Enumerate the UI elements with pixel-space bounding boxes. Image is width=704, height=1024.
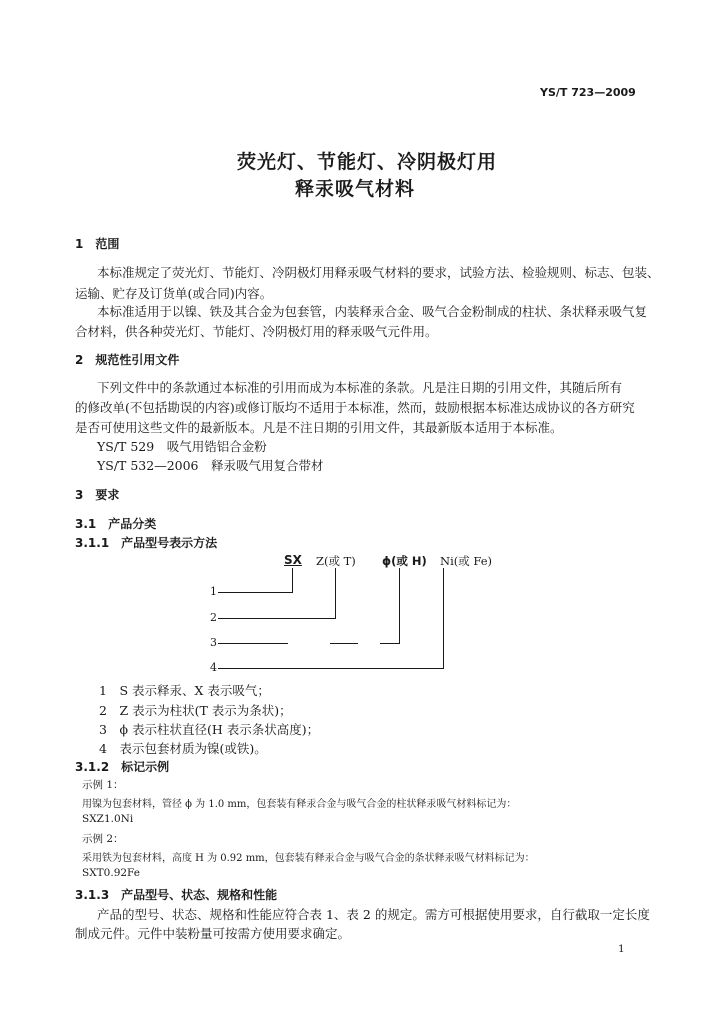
section-1-para1-line2: 运输、贮存及订货单(或合同)内容。 bbox=[75, 286, 273, 301]
legend-item-1: 1 S 表示释汞、X 表示吸气； bbox=[99, 683, 270, 698]
code-part-ni: Ni(或 Fe) bbox=[440, 554, 493, 568]
section-3-heading: 3 要求 bbox=[75, 488, 120, 502]
code-part-z: Z(或 T) bbox=[316, 554, 356, 568]
legend-item-4: 4 表示包套材质为镍(或铁)。 bbox=[99, 741, 267, 756]
diagram-number-1: 1 bbox=[210, 585, 217, 598]
connector-2-vertical bbox=[335, 568, 336, 619]
connector-1-horizontal bbox=[218, 592, 293, 593]
connector-3-horizontal-b bbox=[330, 643, 358, 644]
reference-ys-t-529: YS/T 529 吸气用锆铝合金粉 bbox=[97, 439, 267, 454]
example-1-text: 用镍为包套材料，管径 ϕ 为 1.0 mm，包套装有释汞合金与吸气合金的柱状释汞吸气材料标记为： bbox=[82, 799, 517, 810]
code-part-sx: SX bbox=[284, 553, 302, 567]
section-3-1-3-para-line2: 制成元件。元件中装粉量可按需方使用要求确定。 bbox=[75, 926, 351, 941]
standard-code: YS/T 723—2009 bbox=[540, 86, 636, 99]
section-1-para2-line2: 合材料，供各种荧光灯、节能灯、冷阴极灯用的释汞吸气元件用。 bbox=[75, 324, 438, 339]
section-2-para-line3: 是否可使用这些文件的最新版本。凡是不注日期的引用文件，其最新版本适用于本标准。 bbox=[75, 420, 563, 435]
section-3-1-1-heading: 3.1.1 产品型号表示方法 bbox=[75, 536, 218, 550]
section-3-1-3-heading: 3.1.3 产品型号、状态、规格和性能 bbox=[75, 888, 278, 902]
section-3-1-2-heading: 3.1.2 标记示例 bbox=[75, 760, 170, 774]
section-3-1-heading: 3.1 产品分类 bbox=[75, 517, 157, 531]
section-2-para-line2: 的修改单(不包括勘误的内容)或修订版均不适用于本标准，然而，鼓励根据本标准达成协议的各方研究 bbox=[75, 400, 635, 415]
connector-3-vertical bbox=[399, 568, 400, 644]
legend-item-3: 3 ϕ 表示柱状直径(H 表示条状高度)； bbox=[99, 722, 320, 737]
connector-3-horizontal-a bbox=[218, 643, 288, 644]
legend-item-2: 2 Z 表示为柱状(T 表示为条状)； bbox=[99, 703, 292, 718]
connector-1-vertical bbox=[292, 568, 293, 593]
reference-ys-t-532: YS/T 532—2006 释汞吸气用复合带材 bbox=[97, 458, 324, 473]
section-2-para-line1: 下列文件中的条款通过本标准的引用而成为本标准的条款。凡是注日期的引用文件，其随后所有 bbox=[97, 380, 623, 395]
connector-4-vertical bbox=[443, 568, 444, 669]
diagram-number-4: 4 bbox=[210, 661, 217, 674]
section-3-1-3-para-line1: 产品的型号、状态、规格和性能应符合表 1、表 2 的规定。需方可根据使用要求，自行截取一定长度 bbox=[97, 907, 650, 922]
document-title-line1: 荧光灯、节能灯、冷阴极灯用 bbox=[237, 151, 498, 173]
example-1-code: SXZ1.0Ni bbox=[82, 813, 134, 825]
example-2-code: SXT0.92Fe bbox=[82, 867, 140, 879]
section-1-para2-line1: 本标准适用于以镍、铁及其合金为包套管，内装释汞合金、吸气合金粉制成的柱状、条状释汞吸气复 bbox=[97, 304, 648, 319]
code-part-phi: ϕ(或 H) bbox=[382, 554, 427, 568]
example-2-text: 采用铁为包套材料，高度 H 为 0.92 mm，包套装有释汞合金与吸气合金的条状释汞吸气材料标记为： bbox=[82, 853, 535, 864]
section-2-heading: 2 规范性引用文件 bbox=[75, 353, 180, 367]
page-number: 1 bbox=[618, 943, 625, 955]
section-1-heading: 1 范围 bbox=[75, 237, 120, 251]
document-title-line2: 释汞吸气材料 bbox=[295, 178, 416, 200]
example-1-label: 示例 1： bbox=[82, 779, 124, 791]
connector-3-horizontal-c bbox=[380, 643, 400, 644]
diagram-number-3: 3 bbox=[210, 636, 217, 649]
example-2-label: 示例 2： bbox=[82, 833, 124, 845]
connector-2-horizontal bbox=[218, 618, 336, 619]
connector-4-horizontal bbox=[218, 668, 444, 669]
diagram-number-2: 2 bbox=[210, 611, 217, 624]
section-1-para1-line1: 本标准规定了荧光灯、节能灯、冷阴极灯用释汞吸气材料的要求，试验方法、检验规则、标志、包装、 bbox=[97, 265, 660, 280]
